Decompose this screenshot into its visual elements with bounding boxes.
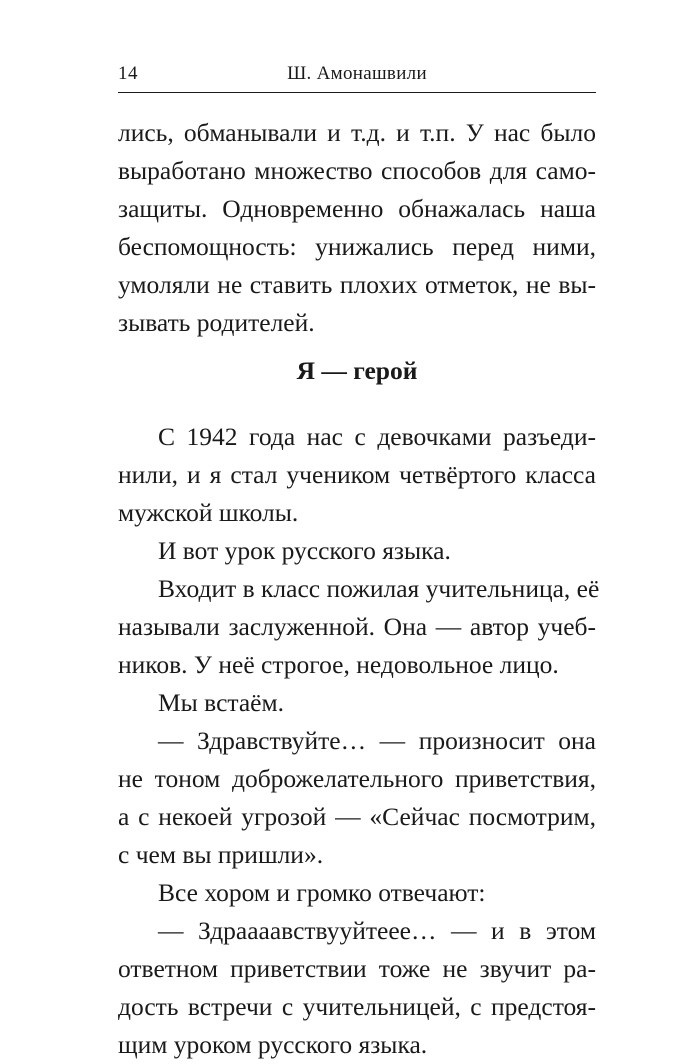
text-line: с чем вы пришли». (118, 840, 324, 869)
text-line: щим уроком русского языка. (118, 1030, 428, 1059)
text-line: беспомощность: унижались перед ними, (118, 232, 596, 261)
text-line: выработано множество способов для само- (118, 156, 596, 185)
text-line: зывать родителей. (118, 308, 315, 337)
text-line: лись, обманывали и т.д. и т.п. У нас было (118, 118, 596, 147)
paragraph (118, 722, 596, 874)
text-line: Мы встаём. (158, 688, 284, 717)
paragraph (118, 912, 596, 1064)
text-line: И вот урок русского языка. (158, 536, 451, 565)
continuation-paragraph (118, 114, 596, 342)
paragraph (118, 874, 596, 912)
text-line: умоляли не ставить плохих отметок, не вы- (118, 270, 596, 299)
text-line: а с некоей угрозой — «Сейчас посмотрим, (118, 802, 596, 831)
text-line: — Здраааавствууйтеее… — и в этом (158, 916, 596, 945)
text-line: — Здравствуйте… — произносит она (158, 726, 596, 755)
text-line: защиты. Одновременно обнажалась наша (118, 194, 596, 223)
section-heading: Я — герой (296, 356, 418, 385)
section-body (118, 418, 600, 1064)
header-rule (118, 92, 596, 93)
paragraph (118, 684, 596, 722)
text-line: Входит в класс пожилая учительница, её (158, 574, 600, 603)
paragraph (118, 532, 596, 570)
running-head-author: Ш. Амонашвили (287, 63, 427, 84)
text-line: не тоном доброжелательного приветствия, (118, 764, 596, 793)
paragraph (118, 418, 596, 532)
text-line: ников. У неё строгое, недовольное лицо. (118, 650, 559, 679)
text-line: дость встречи с учительницей, с предстоя- (118, 992, 596, 1021)
text-line: Все хором и громко отвечают: (158, 878, 486, 907)
text-line: называли заслуженной. Она — автор учеб- (118, 612, 596, 641)
running-head (118, 63, 596, 89)
text-line: мужской школы. (118, 498, 299, 527)
text-line: нили, и я стал учеником четвёртого класса (118, 460, 596, 489)
text-line: ответном приветствии тоже не звучит ра- (118, 954, 596, 983)
page-number: 14 (118, 63, 138, 84)
text-line: С 1942 года нас с девочками разъеди- (158, 422, 596, 451)
paragraph (118, 570, 600, 684)
